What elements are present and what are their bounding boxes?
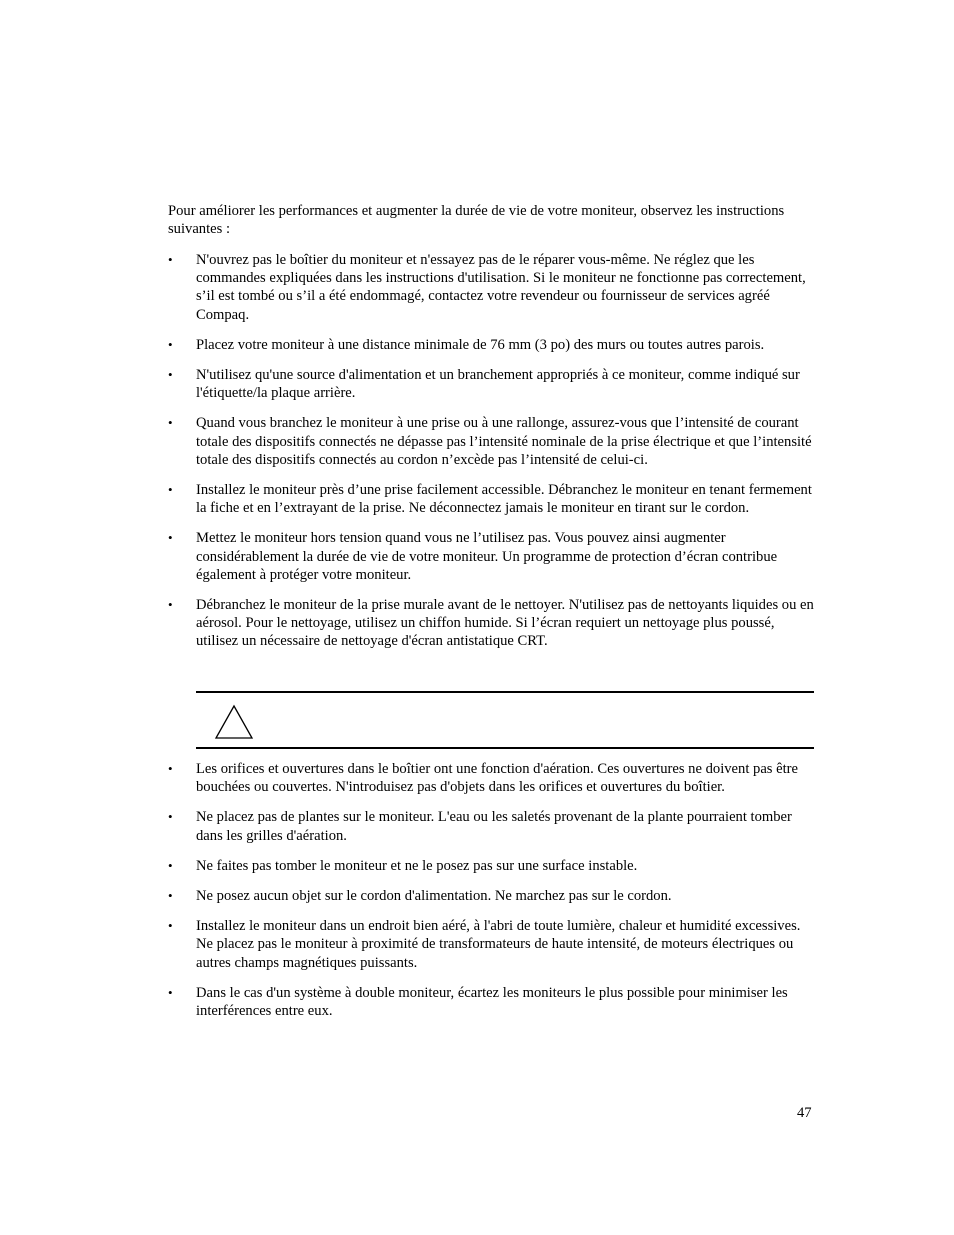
list-item <box>168 336 814 354</box>
list-item-text: Ne posez aucun objet sur le cordon d'alimentation. Ne marchez pas sur le cordon. <box>196 888 672 905</box>
list-item <box>168 251 814 324</box>
list-item <box>168 808 814 844</box>
list-item <box>168 857 814 875</box>
list-item <box>168 917 814 972</box>
intro-paragraph: Pour améliorer les performances et augmenter la durée de vie de votre moniteur, observez les instructions suivantes : <box>168 203 785 238</box>
list-item <box>168 529 814 584</box>
list-item-text: N'ouvrez pas le boîtier du moniteur et n'essayez pas de le réparer vous-même. Ne réglez que les commandes expliquées dans les instructions d'utilisation. Si le moniteur ne fonctionne pas correctement, s’il est tombé ou s’il a été endommagé, contactez votre revendeur ou fournisseur de services agréé Compaq. <box>196 252 806 323</box>
bullet: • <box>168 857 173 873</box>
bullet: • <box>168 530 173 546</box>
bullet: • <box>168 761 173 776</box>
list-item-text: Ne placez pas de plantes sur le moniteur. L'eau ou les saletés provenant de la plante pourraient tomber dans les grilles d'aération. <box>196 809 792 844</box>
list-item-text: N'utilisez qu'une source d'alimentation et un branchement appropriés à ce moniteur, comme indiqué sur l'étiquette/la plaque arrière. <box>196 367 800 402</box>
list-item <box>168 481 814 517</box>
page-number: 47 <box>797 1105 812 1121</box>
list-item <box>168 887 814 905</box>
list-item-text: Mettez le moniteur hors tension quand vous ne l’utilisez pas. Vous pouvez ainsi augmenter considérablement la durée de vie de votre moniteur. Un programme de protection d’écran contribue également à protéger votre moniteur. <box>196 530 778 583</box>
bullet: • <box>168 888 173 904</box>
list-item-text: Débranchez le moniteur de la prise murale avant de le nettoyer. N'utilisez pas de nettoyants liquides ou en aérosol. Pour le nettoyage, utilisez un chiffon humide. Si l’écran requiert un nettoyage plus poussé, utilisez un nécessaire de nettoyage d'écran antistatique CRT. <box>196 597 814 650</box>
list-item-text: Dans le cas d'un système à double moniteur, écartez les moniteurs le plus possible pour minimiser les interférences entre eux. <box>196 984 788 1020</box>
instruction-list-bottom <box>168 760 814 1032</box>
list-item <box>168 414 814 469</box>
bullet: • <box>168 984 173 1000</box>
bullet: • <box>168 597 173 613</box>
list-item-text: Les orifices et ouvertures dans le boîtier ont une fonction d'aération. Ces ouvertures ne doivent pas être bouchées ou couvertes. N'introduisez pas d'objets dans les orifices et ouvertures du boîtier. <box>196 761 798 796</box>
list-item-text: Placez votre moniteur à une distance minimale de 76 mm (3 po) des murs ou toutes autres parois. <box>196 336 765 353</box>
list-item-text: Installez le moniteur près d’une prise facilement accessible. Débranchez le moniteur en tenant fermement la fiche et en l’extrayant de la prise. Ne déconnectez jamais le moniteur en tirant sur le cordon. <box>196 482 812 517</box>
list-item <box>168 366 814 402</box>
bullet: • <box>168 252 173 267</box>
bullet: • <box>168 482 173 498</box>
list-item <box>168 596 814 651</box>
instruction-list-top <box>168 251 814 663</box>
list-item-text: Quand vous branchez le moniteur à une prise ou à une rallonge, assurez-vous que l’intensité de courant totale des dispositifs connectés ne dépasse pas l’intensité nominale de la prise électrique et que l’intensité totale des dispositifs connectés au cordon n’excède pas l’intensité de celui-ci. <box>196 415 812 468</box>
warning-triangle-icon <box>214 704 254 740</box>
list-item <box>168 760 814 796</box>
bullet: • <box>168 415 173 431</box>
bullet: • <box>168 367 173 383</box>
list-item-text: Ne faites pas tomber le moniteur et ne le posez pas sur une surface instable. <box>196 857 638 874</box>
bullet: • <box>168 336 173 352</box>
caution-box <box>196 691 814 749</box>
bullet: • <box>168 918 173 934</box>
bullet: • <box>168 809 173 825</box>
list-item <box>168 984 814 1020</box>
list-item-text: Installez le moniteur dans un endroit bien aéré, à l'abri de toute lumière, chaleur et humidité excessives. Ne placez pas le moniteur à proximité de transformateurs de haute intensité, de moteurs électriques ou autres champs magnétiques puissants. <box>196 918 801 971</box>
